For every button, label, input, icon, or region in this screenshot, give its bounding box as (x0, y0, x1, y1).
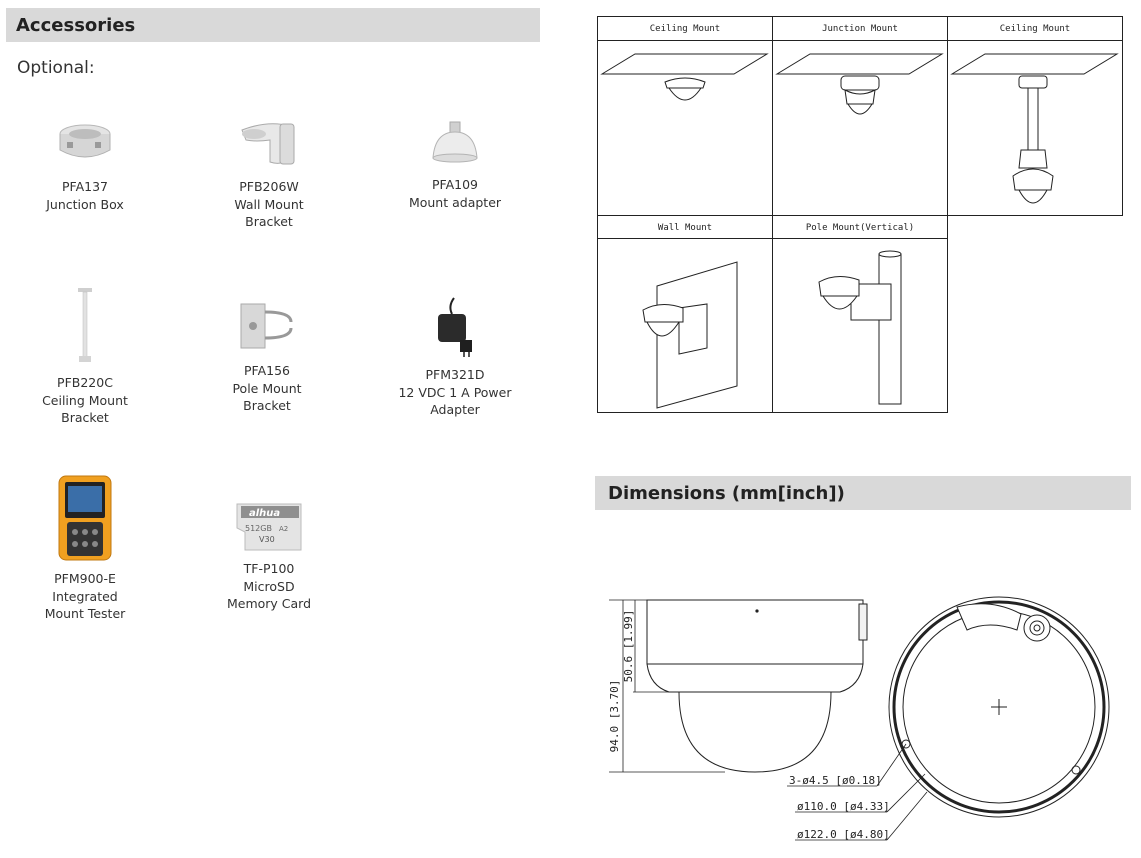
accessory-desc-2: Bracket (61, 410, 109, 425)
mount-tester-image (53, 474, 117, 562)
inner-diameter-label: ø110.0 [ø4.33] (797, 800, 890, 813)
accessory-pfm900e (10, 474, 160, 623)
height-total-label: 94.0 [3.70] (608, 679, 621, 753)
ceiling-mount-bracket-image (75, 286, 95, 366)
junction-mount-drawing (777, 54, 942, 114)
accessory-desc: Ceiling Mount (42, 392, 128, 408)
mount-title-junction: Junction Mount (822, 24, 898, 34)
accessory-model: PFA137 (62, 179, 108, 194)
accessory-model: PFA109 (432, 177, 478, 192)
accessory-model: PFB220C (57, 375, 113, 390)
brand-logo: alhua (249, 508, 281, 519)
mount-diagrams (597, 16, 1127, 416)
accessory-desc-2: Mount Tester (44, 606, 126, 621)
mount-title-ceiling: Ceiling Mount (649, 24, 721, 34)
accessory-model: PFB206W (239, 179, 299, 194)
accessory-model: PFM900-E (54, 571, 116, 586)
outer-diameter-label: ø122.0 [ø4.80] (797, 828, 890, 841)
accessory-desc: 12 VDC 1 A Power (398, 384, 512, 400)
accessory-desc: Integrated (52, 588, 118, 604)
wall-mount-drawing (643, 262, 737, 408)
ceiling-mount-drawing (602, 54, 767, 100)
accessory-pfa156 (192, 300, 342, 415)
mount-adapter-image (427, 118, 483, 168)
optional-label: Optional: (17, 58, 95, 78)
junction-box-image (55, 118, 115, 170)
accessory-pfb220c (10, 286, 160, 427)
accessory-desc: MicroSD (243, 578, 295, 594)
accessories-title: Accessories (16, 14, 136, 36)
dimensions-header (595, 476, 1131, 510)
accessory-desc: Junction Box (46, 196, 124, 212)
dimensions-title: Dimensions (mm[inch]) (608, 482, 845, 504)
accessory-desc-2: Adapter (430, 402, 480, 417)
height-base-label: 50.6 [1.99] (622, 609, 635, 683)
wall-mount-bracket-image (238, 118, 300, 170)
holes-label: 3-ø4.5 [ø0.18] (789, 774, 882, 787)
accessory-pfa137 (10, 118, 160, 213)
accessory-tfp100 (194, 502, 344, 613)
accessory-pfb206w (194, 118, 344, 231)
pole-mount-drawing (819, 251, 901, 404)
dimension-drawing (595, 590, 1141, 852)
accessory-model: PFA156 (244, 363, 290, 378)
accessory-desc-2: Bracket (243, 398, 291, 413)
mount-title-ceiling-pendant: Ceiling Mount (999, 24, 1071, 34)
pole-mount-bracket-image (237, 300, 297, 354)
accessory-desc-2: Bracket (245, 214, 293, 229)
card-speed: V30 (259, 535, 275, 544)
accessory-desc: Pole Mount (232, 380, 302, 396)
accessory-pfa109 (380, 118, 530, 211)
ceiling-pendant-drawing (952, 54, 1117, 203)
card-class: A2 (279, 525, 289, 533)
accessory-desc: Mount adapter (408, 194, 502, 210)
power-adapter-image (430, 296, 480, 358)
accessory-model: TF-P100 (243, 561, 295, 576)
accessory-desc-2: Memory Card (226, 596, 312, 611)
mount-title-pole: Pole Mount(Vertical) (805, 223, 915, 233)
accessory-desc: Wall Mount (234, 196, 304, 212)
microsd-card-image (235, 502, 303, 552)
accessory-pfm321d (380, 296, 530, 419)
accessories-header (6, 8, 540, 42)
accessory-model: PFM321D (425, 367, 485, 382)
mount-title-wall: Wall Mount (657, 223, 713, 233)
card-capacity: 512GB (245, 524, 272, 533)
